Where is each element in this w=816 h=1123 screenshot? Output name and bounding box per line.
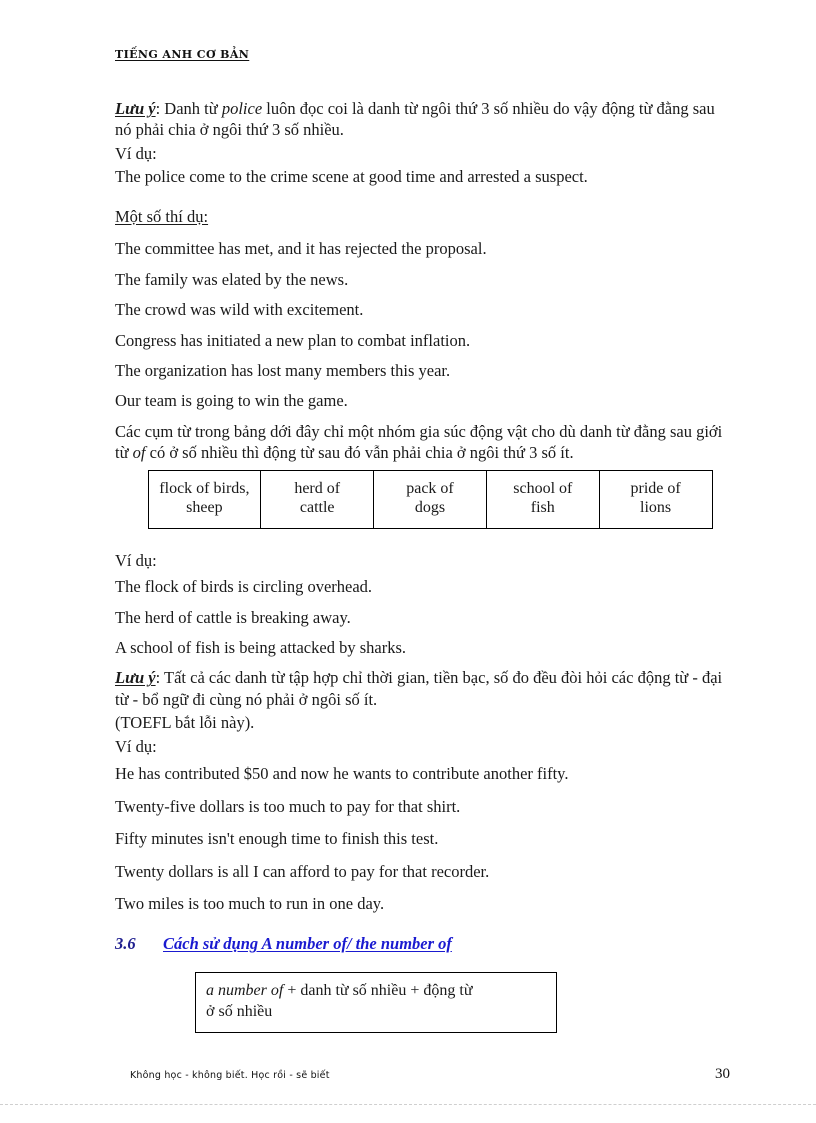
example-list-item: He has contributed $50 and now he wants to contribute another fifty.	[115, 764, 569, 784]
table-cell-school	[486, 470, 599, 528]
example-list-item: A school of fish is being attacked by sharks.	[115, 638, 406, 658]
italic-word-police: police	[221, 99, 263, 118]
spacer	[115, 819, 727, 828]
page-number: 30	[715, 1066, 730, 1082]
page-header: TIẾNG ANH CƠ BẢN	[115, 48, 250, 61]
spacer	[115, 535, 727, 550]
example-sentence-1: The police come to the crime scene at good time and arrested a suspect.	[115, 167, 588, 187]
note-label-1: Lưu ý	[115, 99, 156, 118]
table-cell-line: school of	[513, 479, 573, 497]
example-list-item: Twenty dollars is all I can afford to pay for that recorder.	[115, 861, 490, 881]
example-list-item: The herd of cattle is breaking away.	[115, 607, 351, 627]
note-sub-2: (TOEFL bắt lỗi này).	[115, 713, 255, 733]
table-cell-pride	[599, 470, 712, 528]
table-cell-line: pride of	[630, 479, 681, 497]
example-label-1: Ví dụ:	[115, 143, 157, 163]
example-list-item: Fifty minutes isn't enough time to finish this test.	[115, 829, 439, 849]
example-list-item: The crowd was wild with excitement.	[115, 300, 364, 320]
table-cell-line: flock of birds,	[159, 479, 250, 497]
formula-box	[195, 972, 557, 1033]
example-list-item: The committee has met, and it has rejected the proposal.	[115, 239, 487, 259]
section-heading-3-6[interactable]	[115, 934, 727, 954]
spacer	[115, 787, 727, 796]
table-intro-italic-of: of	[132, 443, 146, 463]
section-number: 3.6	[115, 934, 136, 954]
footer-note: Không học - không biết. Học rồi - sẽ biết	[130, 1070, 330, 1081]
example-list-item: The organization has lost many members this year.	[115, 360, 451, 380]
note-text-1: : Danh từ police luôn đọc coi là danh từ ngôi thứ 3 số nhiều do vậy động từ đằng sau nó phải chia ở ngôi thứ 3 số nhiều.	[115, 99, 715, 140]
example-list-item: Congress has initiated a new plan to combat inflation.	[115, 330, 471, 350]
collective-noun-table-wrapper	[133, 470, 727, 529]
formula-rest: + danh từ số nhiều + động từ	[283, 982, 473, 1000]
page-content	[115, 98, 727, 1033]
example-label-3: Ví dụ:	[115, 736, 157, 756]
table-intro-text-a: Các cụm từ trong bảng dới đây chỉ một nhóm gia súc động vật cho dù danh từ đằng sau giới từ	[115, 421, 723, 463]
table-cell-flock	[148, 470, 261, 528]
spacer	[115, 884, 727, 893]
collective-noun-table	[148, 470, 713, 529]
table-row	[148, 470, 712, 528]
table-cell-line: herd of	[294, 479, 341, 497]
example-list-item: Two miles is too much to run in one day.	[115, 893, 385, 913]
note-paragraph-2	[115, 667, 727, 710]
table-cell-pack	[374, 470, 487, 528]
spacer	[115, 852, 727, 861]
example-list-item: The flock of birds is circling overhead.	[115, 577, 373, 597]
formula-line-2: ở số nhiều	[206, 1002, 273, 1020]
example-list-item: Our team is going to win the game.	[115, 391, 348, 411]
formula-italic-part: a number of	[206, 982, 284, 1000]
table-cell-line: dogs	[414, 499, 446, 517]
table-cell-line: lions	[640, 499, 672, 517]
table-cell-line: fish	[530, 499, 555, 517]
table-cell-line: pack of	[406, 479, 454, 497]
example-label-2: Ví dụ:	[115, 550, 157, 570]
table-intro-paragraph	[115, 421, 727, 464]
table-cell-line: sheep	[186, 499, 223, 517]
note-label-2: Lưu ý	[115, 668, 156, 688]
some-examples-label	[115, 206, 727, 227]
table-cell-herd	[261, 470, 374, 528]
spacer	[115, 229, 727, 238]
table-cell-line: cattle	[299, 499, 335, 517]
spacer	[115, 197, 727, 206]
some-examples-label-text: Một số thí dụ:	[115, 206, 209, 226]
note-text-2: : Tất cả các danh từ tập hợp chỉ thời gian, tiền bạc, số đo đều đòi hỏi các động từ - đại từ - bổ ngữ đi cùng nó phải ở ngôi số ít.	[115, 668, 723, 709]
example-list-item: The family was elated by the news.	[115, 269, 349, 289]
bottom-divider	[0, 1104, 816, 1105]
section-title[interactable]: Cách sử dụng A number of/ the number of	[163, 934, 452, 954]
example-list-item: Twenty-five dollars is too much to pay for that shirt.	[115, 796, 461, 816]
note-paragraph-1	[115, 98, 727, 141]
table-intro-text-b: có ở số nhiều thì động từ sau đó vẫn phải chia ở ngôi thứ 3 số ít.	[145, 443, 574, 463]
